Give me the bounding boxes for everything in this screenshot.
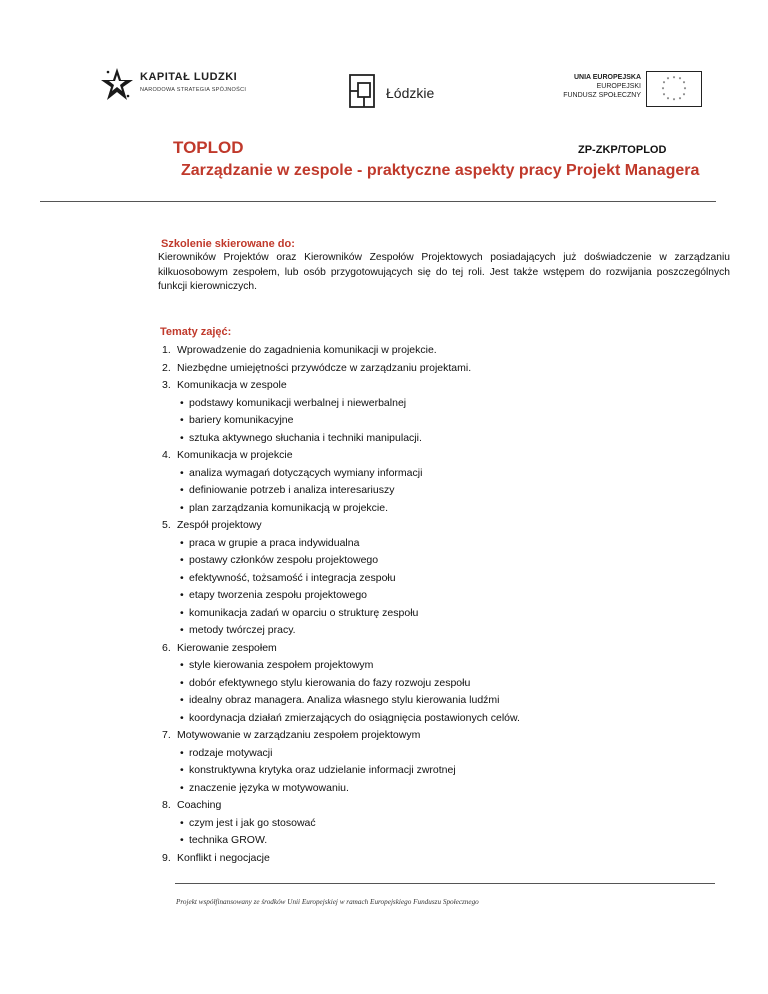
- bullet-icon: •: [180, 431, 184, 444]
- kapital-ludzki-logo: [100, 66, 260, 106]
- lodzkie-emblem-icon: [346, 73, 382, 109]
- topic-number: 5.: [162, 519, 171, 531]
- topic-subitem-text: praca w grupie a praca indywidualna: [189, 536, 360, 549]
- kapital-ludzki-star-icon: [100, 66, 134, 104]
- topic-number: 1.: [162, 344, 171, 356]
- topic-text: Coaching: [177, 799, 222, 811]
- topic-text: Komunikacja w projekcie: [177, 449, 293, 461]
- bullet-icon: •: [180, 589, 184, 601]
- header-divider: [40, 201, 716, 202]
- topic-subitem-text: komunikacja zadań w oparciu o strukturę zespołu: [189, 606, 419, 619]
- topic-subitem-text: analiza wymagań dotyczących wymiany informacji: [189, 466, 423, 479]
- lodzkie-logo: [346, 73, 456, 109]
- eu-flag-icon: [646, 71, 702, 107]
- topic-subitem-text: etapy tworzenia zespołu projektowego: [189, 589, 368, 601]
- topic-number: 6.: [162, 641, 171, 654]
- svg-text:*: *: [662, 93, 666, 99]
- topic-subitem-text: bariery komunikacyjne: [189, 414, 294, 426]
- course-title: Zarządzanie w zespole - praktyczne aspekty pracy Projekt Managera: [181, 162, 700, 179]
- topic-subitem-text: podstawy komunikacji werbalnej i niewerbalnej: [189, 396, 407, 409]
- bullet-icon: •: [180, 554, 184, 566]
- topic-number: 7.: [162, 729, 171, 741]
- bullet-icon: •: [180, 711, 184, 724]
- topic-subitem-text: idealny obraz managera. Analiza własnego stylu kierowania ludźmi: [189, 694, 500, 706]
- topic-text: Motywowanie w zarządzaniu zespołem projektowym: [177, 729, 421, 741]
- bullet-icon: •: [180, 764, 184, 776]
- topic-subitem-text: style kierowania zespołem projektowym: [189, 659, 374, 671]
- topic-subitem-text: koordynacja działań zmierzających do osiągnięcia postawionych celów.: [189, 711, 520, 724]
- topic-text: Niezbędne umiejętności przywódcze w zarządzaniu projektami.: [177, 361, 472, 374]
- svg-text:*: *: [678, 97, 682, 103]
- eu-line-2: EUROPEJSKI: [596, 83, 641, 90]
- eu-logo: [563, 71, 703, 107]
- svg-text:*: *: [678, 77, 682, 83]
- course-reference-code: ZP-ZKP/TOPLOD: [578, 144, 667, 156]
- bullet-icon: •: [180, 466, 184, 479]
- audience-text: Kierowników Projektów oraz Kierowników Zespołów Projektowych posiadających już doświadczenie w zarządzaniu kilkuosobowym zespołem, lub osób przygotowujących się do tej roli. Jest także wstępem do rozwijania poszczególnych funkcji kierowniczych.: [158, 252, 730, 292]
- bullet-icon: •: [180, 536, 184, 549]
- topic-text: Komunikacja w zespole: [177, 379, 287, 391]
- course-code-title: TOPLOD: [173, 138, 244, 157]
- topic-subitem-text: czym jest i jak go stosować: [189, 816, 316, 829]
- bullet-icon: •: [180, 694, 184, 706]
- topic-subitem-text: znaczenie języka w motywowaniu.: [189, 781, 349, 794]
- audience-heading: Szkolenie skierowane do:: [161, 238, 295, 250]
- svg-text:*: *: [662, 81, 666, 87]
- topic-number: 8.: [162, 799, 171, 811]
- footer-divider: [175, 883, 715, 884]
- topic-number: 9.: [162, 851, 171, 864]
- topic-number: 3.: [162, 379, 171, 391]
- topics-heading: Tematy zajęć:: [160, 326, 232, 338]
- bullet-icon: •: [180, 781, 184, 794]
- bullet-icon: •: [180, 676, 184, 689]
- topic-text: Zespół projektowy: [177, 519, 262, 531]
- topic-text: Konflikt i negocjacje: [177, 851, 270, 864]
- topic-subitem-text: rodzaje motywacji: [189, 746, 273, 759]
- bullet-icon: •: [180, 606, 184, 619]
- topic-subitem-text: efektywność, tożsamość i integracja zespołu: [189, 571, 396, 584]
- topic-subitem-text: dobór efektywnego stylu kierowania do fazy rozwoju zespołu: [189, 676, 471, 689]
- topic-text: Wprowadzenie do zagadnienia komunikacji w projekcie.: [177, 344, 437, 356]
- topic-subitem-text: technika GROW.: [189, 834, 268, 846]
- eu-text: [563, 73, 641, 100]
- topic-subitem-text: metody twórczej pracy.: [189, 624, 296, 636]
- eu-line-3: FUNDUSZ SPOŁECZNY: [563, 92, 641, 99]
- bullet-icon: •: [180, 396, 184, 409]
- kapital-ludzki-title: KAPITAŁ LUDZKI: [140, 71, 238, 83]
- bullet-icon: •: [180, 746, 184, 759]
- eu-line-1: UNIA EUROPEJSKA: [573, 74, 641, 81]
- bullet-icon: •: [180, 501, 184, 514]
- svg-text:*: *: [682, 93, 686, 99]
- svg-text:*: *: [672, 98, 676, 104]
- svg-text:*: *: [672, 76, 676, 82]
- bullet-icon: •: [180, 816, 184, 829]
- topic-subitem-text: plan zarządzania komunikacją w projekcie.: [189, 501, 389, 514]
- bullet-icon: •: [180, 571, 184, 584]
- footer-text: Projekt współfinansowany ze środków Unii Europejskiej w ramach Europejskiego Funduszu Społecznego: [176, 898, 479, 906]
- kapital-ludzki-subtitle: NARODOWA STRATEGIA SPÓJNOŚCI: [140, 87, 247, 93]
- topic-number: 4.: [162, 449, 171, 461]
- topic-text: Kierowanie zespołem: [177, 641, 277, 654]
- topic-subitem-text: konstruktywna krytyka oraz udzielanie informacji zwrotnej: [189, 764, 456, 776]
- topic-subitem-text: sztuka aktywnego słuchania i techniki manipulacji.: [189, 431, 422, 444]
- topic-subitem-text: postawy członków zespołu projektowego: [189, 554, 379, 566]
- lodzkie-name: Łódzkie: [386, 85, 435, 101]
- bullet-icon: •: [180, 484, 184, 496]
- topic-number: 2.: [162, 361, 171, 374]
- bullet-icon: •: [180, 834, 184, 846]
- bullet-icon: •: [180, 624, 184, 636]
- svg-text:*: *: [666, 77, 670, 83]
- bullet-icon: •: [180, 659, 184, 671]
- svg-text:*: *: [683, 87, 687, 93]
- svg-text:*: *: [661, 87, 665, 93]
- bullet-icon: •: [180, 414, 184, 426]
- svg-text:*: *: [666, 97, 670, 103]
- svg-text:*: *: [682, 81, 686, 87]
- topic-subitem-text: definiowanie potrzeb i analiza interesariuszy: [189, 484, 395, 496]
